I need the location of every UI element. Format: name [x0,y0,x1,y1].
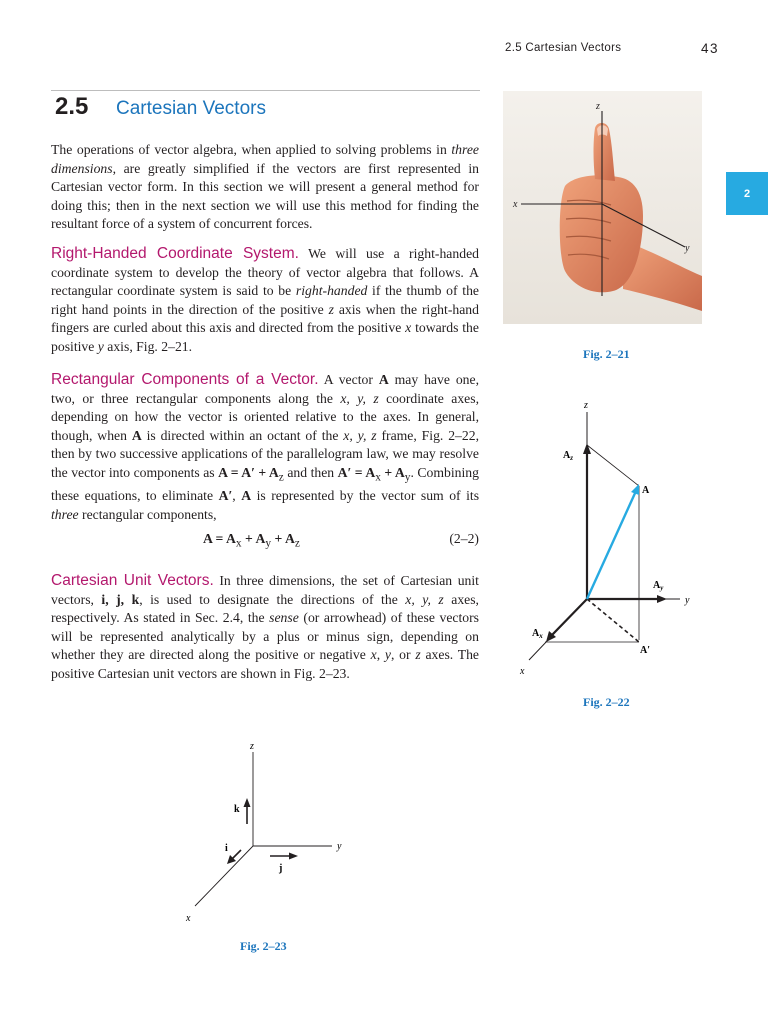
j-arrowhead [289,853,298,860]
az-arrowhead [583,443,591,454]
equation-number: (2–2) [449,531,479,546]
x-axis-label: x [520,666,525,677]
right-hand-illustration [503,91,702,324]
k-arrowhead [244,798,251,807]
ax-label: $A_x$ [532,628,543,640]
section-rule [51,90,480,91]
fig-2-21-caption: Fig. 2–21 [583,347,630,361]
ax-vector [551,599,587,636]
a-prime-label: A′ [640,645,651,656]
a-vector [587,491,636,599]
z-axis-label: z [584,400,588,411]
ay-label: $A_y$ [653,580,664,592]
page-number: 43 [701,41,720,56]
intro-paragraph: The operations of vector algebra, when applied to solving problems in three dimensions, are greatly simplified if the vectors are first represented in Cartesian vector form. In this section we will present a general method for doing this; then in the next section we will use this method for finding the resultant force of a system of concurrent forces. [51,142,479,232]
y-axis-label: y [685,243,690,254]
section-title: Cartesian Vectors [116,98,266,119]
unit-vectors-paragraph: Cartesian Unit Vectors. In three dimensions, the set of Cartesian unit vectors, i, j, k, is used to designate the directions of the x, y, z axes, respectively. As stated in Sec. 2.4, the sense (or arrowhead) of these vectors will be represented analytically by a plus or minus sign, depending on whether they are directed along the positive or negative x, y, or z axes. The positive Cartesian unit vectors are shown in Fig. 2–23. [51,572,480,681]
fig-2-23 [175,738,365,928]
a-prime-dashed [587,599,639,642]
a-arrowhead [631,484,639,495]
rect-components-paragraph: Rectangular Components of a Vector. A vector A may have one, two, or three rectangular components along the x, y, z coordinate axes, depending on how the vector is oriented relative to the axes. In general, though, when A is directed within an octant of the x, y, z frame, Fig. 2–22, then by two successive applications of the parallelogram law, we may resolve the vector into components as $A = A' + A_z$ and then $A' = A_x + A_y$. Combining these equations, to eliminate A′, A is represented by the vector sum of its three rectangular components, [51,371,480,522]
fig-2-23-caption: Fig. 2–23 [240,939,287,953]
right-handed-paragraph: Right-Handed Coordinate System. We will use a right-handed coordinate system to develop the theory of vector algebra that follows. A rectangular coordinate system is said to be right-handed if the thumb of the right hand points in the direction of the positive z axis when the right-hand fingers are curled about this axis and directed from the positive x towards the positive y axis, Fig. 2–21. [51,245,479,354]
az-label: $A_z$ [563,450,573,462]
fig-2-22-caption: Fig. 2–22 [583,695,630,709]
x-axis-label: x [513,199,518,210]
right-handed-heading: Right-Handed Coordinate System. [51,245,299,262]
i-label: i [225,843,228,854]
rect-components-heading: Rectangular Components of a Vector. [51,371,319,388]
z-axis-label: z [250,741,254,752]
fig-2-21-photo [503,91,702,324]
section-number: 2.5 [55,93,89,120]
a-label: A [642,485,650,496]
equation-body: $A = A_x + A_y + A_z$ [203,531,300,550]
y-axis-label: y [337,841,342,852]
fig-2-22 [515,398,705,683]
equation-2-2 [51,531,479,553]
box-edge [587,445,639,486]
chapter-tab: 2 [726,172,768,215]
fist [560,175,643,292]
x-axis [195,846,253,906]
running-head-section: 2.5 Cartesian Vectors [505,42,622,54]
z-axis-label: z [596,101,600,112]
k-label: k [234,804,240,815]
j-label: j [279,863,283,874]
ay-arrowhead [657,595,667,603]
unit-vectors-heading: Cartesian Unit Vectors. [51,572,214,589]
x-axis-label: x [186,913,191,924]
y-axis-label: y [685,595,690,606]
running-head [0,42,768,62]
